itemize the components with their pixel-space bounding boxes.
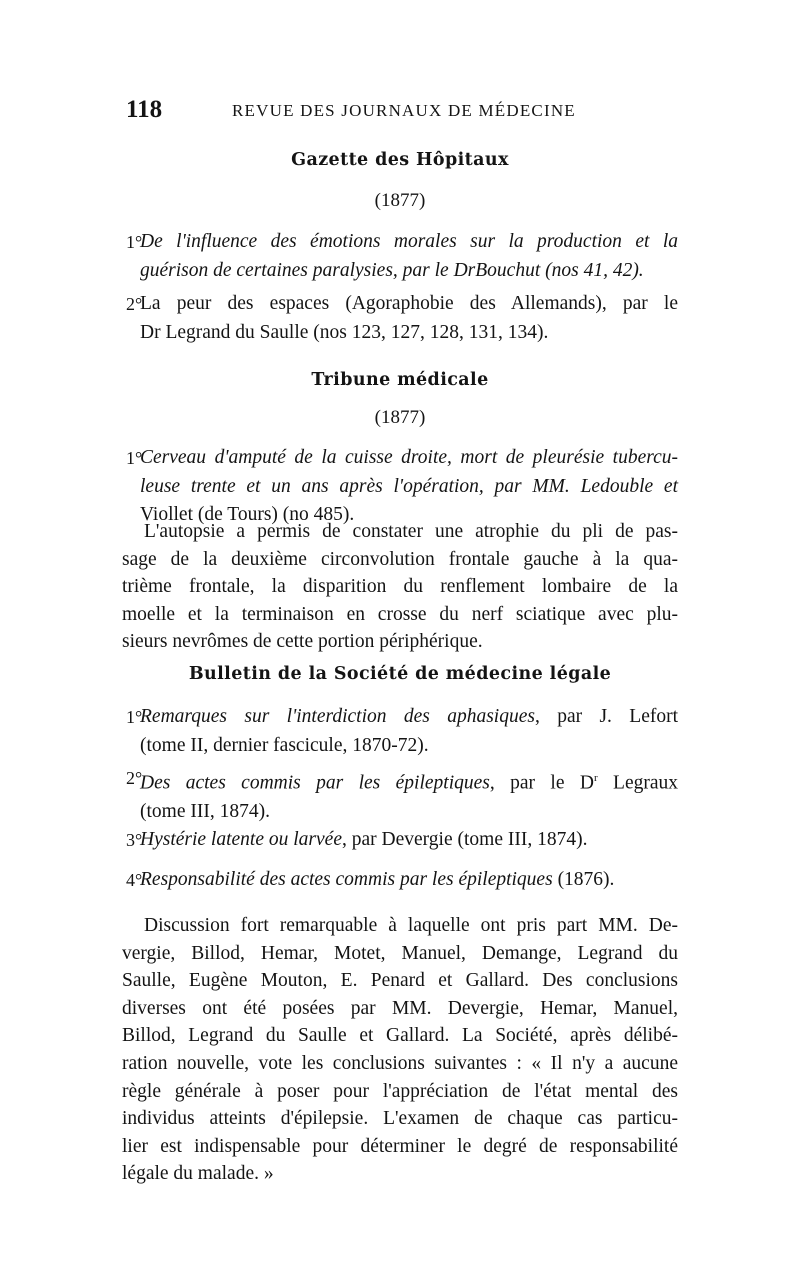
running-head	[126, 96, 686, 126]
entry-line: Remarques sur l'interdiction des aphasiques, par J. Lefort	[140, 706, 678, 727]
entry-title: Responsabilité des actes commis par les épileptiques	[140, 869, 553, 890]
entry-line: La peur des espaces (Agoraphobie des Allemands), par le	[140, 293, 678, 314]
paragraph-line: vergie, Billod, Hemar, Motet, Manuel, Demange, Legrand du	[122, 942, 678, 964]
paragraph-line: individus atteints d'épilepsie. L'examen de chaque cas particu-	[122, 1108, 678, 1130]
section-year-gazette: (1877)	[374, 190, 426, 211]
paragraph-line: trième frontale, la disparition du renflement lombaire de la	[122, 576, 678, 598]
entry-title: Hystérie latente ou larvée	[140, 829, 342, 850]
section-title-gazette: Gazette des Hôpitaux	[291, 150, 509, 170]
entry-gazette-2	[126, 290, 678, 347]
paragraph-line: L'autopsie a permis de constater une atrophie du pli de pas-	[144, 521, 678, 542]
entry-line: De l'influence des émotions morales sur la production et la	[140, 231, 678, 252]
entry-bulletin-3	[126, 826, 678, 855]
paragraph-line: ration nouvelle, vote les conclusions suivantes : « Il n'y a aucune	[122, 1052, 678, 1074]
paragraph-line: sieurs nevrômes de cette portion périphérique.	[122, 631, 483, 653]
section-year-tribune: (1877)	[374, 407, 426, 428]
section-title-tribune: Tribune médicale	[311, 370, 489, 390]
entry-number: 2°	[126, 768, 143, 788]
paragraph-bulletin	[122, 912, 678, 1188]
entry-line: Des actes commis par les épileptiques, par le $D^r$ Legraux	[140, 772, 678, 794]
paragraph-line: moelle et la terminaison en crosse du nerf sciatique avec plu-	[122, 603, 678, 625]
entry-line: leuse trente et un ans après l'opération, par MM. Ledouble et	[140, 475, 678, 497]
running-title: REVUE DES JOURNAUX DE MÉDECINE	[232, 101, 576, 120]
entry-bulletin-4	[126, 866, 678, 895]
paragraph-line: légale du malade. »	[122, 1163, 274, 1185]
entry-number: 4°	[126, 870, 143, 890]
paragraph-line: sage de la deuxième circonvolution frontale gauche à la qua-	[122, 548, 678, 570]
entry-line: Hystérie latente ou larvée, par Devergie (tome III, 1874).	[140, 829, 588, 850]
entry-number: 1°	[126, 448, 143, 468]
paragraph-line: diverses ont été posées par MM. Devergie, Hemar, Manuel,	[122, 997, 678, 1019]
entry-number: 3°	[126, 830, 143, 850]
paragraph-line: lier est indispensable pour déterminer le degré de responsabilité	[122, 1135, 678, 1157]
entry-number: 1°	[126, 232, 143, 252]
entry-line: Dr Legrand du Saulle (nos 123, 127, 128, 131, 134).	[140, 321, 549, 343]
paragraph-line: Discussion fort remarquable à laquelle ont pris part MM. De-	[144, 915, 678, 936]
entry-gazette-1	[126, 228, 678, 285]
entry-line: Cerveau d'amputé de la cuisse droite, mort de pleurésie tubercu-	[140, 447, 678, 468]
paragraph-tribune	[122, 518, 678, 656]
entry-bulletin-2	[126, 764, 678, 827]
paragraph-line: Billod, Legrand du Saulle et Gallard. La Société, après délibé-	[122, 1025, 678, 1047]
entry-bulletin-1	[126, 703, 678, 760]
paragraph-line: Saulle, Eugène Mouton, E. Penard et Gallard. Des conclusions	[122, 970, 678, 992]
page-number: 118	[126, 96, 163, 123]
entry-line: Responsabilité des actes commis par les épileptiques (1876).	[140, 869, 615, 890]
entry-line: (tome III, 1874).	[140, 801, 270, 822]
entry-title: Des actes commis par les épileptiques	[140, 772, 490, 794]
paragraph-line: règle générale à poser pour l'appréciation de l'état mental des	[122, 1080, 678, 1102]
entry-line: (tome II, dernier fascicule, 1870-72).	[140, 734, 429, 756]
entry-number: 1°	[126, 707, 143, 727]
entry-line: guérison de certaines paralysies, par le DrBouchut (nos 41, 42).	[140, 259, 644, 281]
entry-number: 2°	[126, 294, 143, 314]
entry-title: Remarques sur l'interdiction des aphasiques	[140, 706, 535, 727]
entry-line: Viollet (de Tours) (no 485).	[140, 504, 355, 525]
entry-tribune-1	[126, 444, 678, 530]
section-title-bulletin: Bulletin de la Société de médecine légale	[188, 664, 612, 684]
